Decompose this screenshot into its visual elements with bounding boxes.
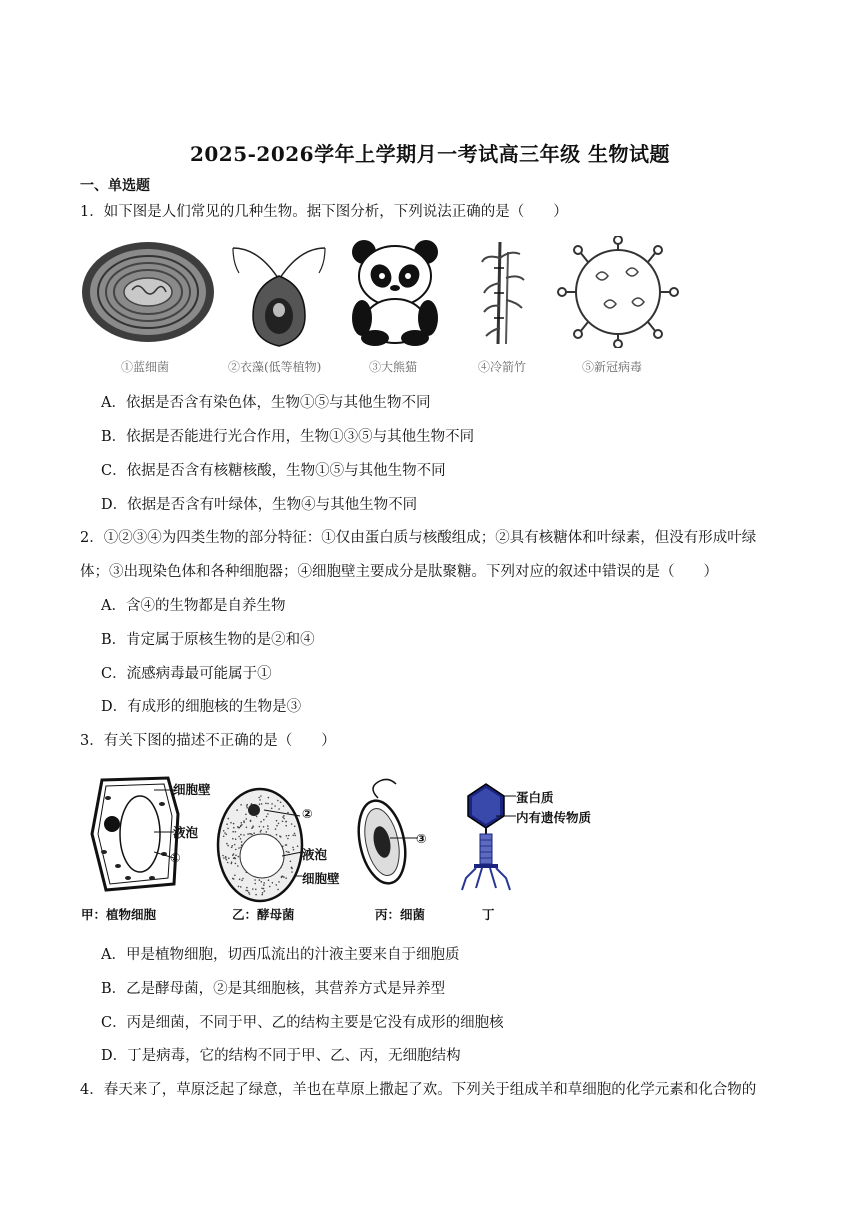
question-3-option-a[interactable]: A．甲是植物细胞，切西瓜流出的汁液主要来自于细胞质 <box>101 947 460 963</box>
question-2-stem-line-2: 体；③出现染色体和各种细胞器；④细胞壁主要成分是肽聚糖。下列对应的叙述中错误的是（ ） <box>80 564 718 580</box>
coronavirus-illustration <box>556 236 680 348</box>
cyanobacteria-illustration <box>80 238 216 346</box>
chlamydomonas-illustration <box>228 238 328 348</box>
label-protein: 蛋白质 <box>516 790 554 805</box>
question-2-option-a[interactable]: A．含④的生物都是自养生物 <box>101 598 286 614</box>
caption-yeast: 乙：酵母菌 <box>232 907 295 922</box>
question-1-option-a[interactable]: A．依据是否含有染色体，生物①⑤与其他生物不同 <box>101 395 431 411</box>
question-2-stem-line-1: 2．①②③④为四类生物的部分特征：①仅由蛋白质与核酸组成；②具有核糖体和叶绿素，但没有形成叶绿 <box>80 530 757 546</box>
caption-panda: ③大熊猫 <box>369 360 418 374</box>
bacterium-illustration <box>348 778 418 888</box>
label-circle-3: ③ <box>416 831 427 846</box>
caption-cyanobacteria: ①蓝细菌 <box>121 360 170 374</box>
label-vacuole: 液泡 <box>173 825 199 840</box>
label-cell-wall: 细胞壁 <box>173 782 211 797</box>
caption-chlamydomonas: ②衣藻(低等植物) <box>228 360 322 374</box>
panda-illustration <box>350 236 440 346</box>
question-4-stem: 4．春天来了，草原泛起了绿意，羊也在草原上撒起了欢。下列关于组成羊和草细胞的化学元素和化合物的 <box>80 1082 757 1098</box>
bacteriophage-illustration <box>456 782 516 892</box>
question-1-option-b[interactable]: B．依据是否能进行光合作用，生物①③⑤与其他生物不同 <box>101 429 475 445</box>
question-2-option-d[interactable]: D．有成形的细胞核的生物是③ <box>101 699 302 715</box>
question-2-option-c[interactable]: C．流感病毒最可能属于① <box>101 666 272 682</box>
question-3-option-b[interactable]: B．乙是酵母菌，②是其细胞核，其营养方式是异养型 <box>101 981 446 997</box>
bamboo-illustration <box>478 238 528 346</box>
label-vacuole-2: 液泡 <box>302 847 328 862</box>
question-2-option-b[interactable]: B．肯定属于原核生物的是②和④ <box>101 632 315 648</box>
question-3-stem: 3．有关下图的描述不正确的是（ ） <box>80 733 336 749</box>
caption-coronavirus: ⑤新冠病毒 <box>582 360 643 374</box>
label-cell-wall-2: 细胞壁 <box>302 871 340 886</box>
exam-title: 2025-2026学年上学期月一考试高三年级 生物试题 <box>189 142 671 166</box>
question-3-option-d[interactable]: D．丁是病毒，它的结构不同于甲、乙、丙，无细胞结构 <box>101 1048 461 1064</box>
question-1-stem: 1．如下图是人们常见的几种生物。据下图分析，下列说法正确的是（ ） <box>80 204 568 220</box>
caption-bamboo: ④冷箭竹 <box>478 360 527 374</box>
label-genetic-material: 内有遗传物质 <box>516 810 592 825</box>
caption-plant-cell: 甲：植物细胞 <box>81 907 157 922</box>
question-1-option-c[interactable]: C．依据是否含有核糖核酸，生物①⑤与其他生物不同 <box>101 463 446 479</box>
label-circle-1: ① <box>170 850 181 865</box>
section-heading: 一、单选题 <box>80 178 150 194</box>
label-circle-2: ② <box>302 806 313 821</box>
caption-bacterium: 丙：细菌 <box>375 907 426 922</box>
question-1-option-d[interactable]: D．依据是否含有叶绿体，生物④与其他生物不同 <box>101 497 418 513</box>
yeast-illustration <box>216 786 306 904</box>
question-3-option-c[interactable]: C．丙是细菌，不同于甲、乙的结构主要是它没有成形的细胞核 <box>101 1015 504 1031</box>
caption-phage: 丁 <box>482 907 495 922</box>
